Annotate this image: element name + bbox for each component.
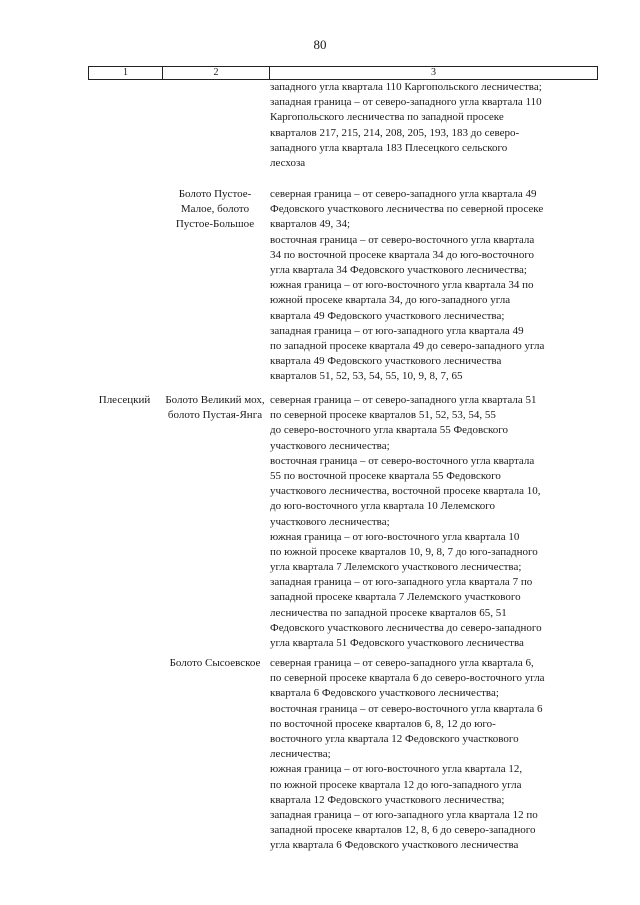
text-line: квартала 6 Федовского участкового лесничества; — [270, 687, 499, 700]
text-line: южная граница – от юго-восточного угла квартала 10 — [270, 530, 520, 543]
text-line: западная граница – от юго-западного угла квартала 49 — [270, 324, 524, 337]
name-cell: Болото Пустое-Малое, болото Пустое-Большое — [175, 188, 255, 231]
header-col-3: 3 — [269, 67, 597, 79]
text-line: восточного угла квартала 12 Федовского участкового — [270, 732, 519, 745]
text-line: угла квартала 7 Лелемского участкового лесничества; — [270, 561, 522, 574]
text-line: северная граница – от северо-западного угла квартала 6, — [270, 657, 534, 669]
district-cell: Плесецкий — [98, 394, 151, 406]
text-line: угла квартала 6 Федовского участкового лесничества — [270, 839, 519, 852]
text-line: западной просеке кварталов 12, 8, 6 до северо-западного — [270, 824, 536, 837]
boundary-text — [270, 187, 596, 384]
text-line: восточная граница – от северо-восточного угла квартала — [270, 233, 535, 246]
text-line: угла квартала 34 Федовского участкового лесничества; — [270, 263, 527, 276]
page-number: 80 — [313, 37, 327, 52]
text-line: по северной просеке кварталов 51, 52, 53, 54, 55 — [270, 409, 496, 422]
text-line: лесничества; — [270, 748, 331, 761]
text-line: до северо-восточного угла квартала 55 Федовского — [270, 424, 509, 437]
text-line: по южной просеке квартала 12 до юго-западного угла — [270, 778, 522, 791]
text-line: южной просеке квартала 34, до юго-западного угла — [270, 294, 511, 307]
text-line: западная граница – от юго-западного угла квартала 7 по — [270, 576, 533, 589]
text-line: лесничества по западной просеке кварталов 65, 51 — [270, 606, 507, 619]
text-line: западной просеке квартала 7 Лелемского участкового — [270, 591, 521, 604]
text-line: северная граница – от северо-западного угла квартала 51 — [270, 394, 537, 406]
text-line: кварталов 49, 34; — [270, 218, 351, 231]
boundary-text — [270, 393, 596, 651]
table-header — [88, 66, 598, 80]
text-line: кварталов 51, 52, 53, 54, 55, 10, 9, 8, 7, 65 — [270, 370, 463, 383]
text-line: квартала 49 Федовского участкового лесничества — [270, 355, 502, 368]
text-line: квартала 12 Федовского участкового лесничества; — [270, 793, 505, 806]
boundary-text — [270, 656, 596, 853]
header-col-2: 2 — [162, 67, 269, 79]
text-line: восточная граница – от северо-восточного угла квартала — [270, 454, 535, 467]
text-line: 34 по восточной просеке квартала 34 до юго-восточного — [270, 248, 535, 261]
text-line: 55 по восточной просеке квартала 55 Федовского — [270, 469, 501, 482]
text-line: по северной просеке квартала 6 до северо-восточного угла — [270, 672, 545, 685]
boundary-text — [270, 80, 596, 171]
text-line: западная граница – от юго-западного угла квартала 12 по — [270, 808, 538, 821]
text-line: западного угла квартала 183 Плесецкого сельского — [270, 141, 508, 154]
text-line: южная граница – от юго-восточного угла квартала 34 по — [270, 279, 534, 292]
text-line: северная граница – от северо-западного угла квартала 49 — [270, 188, 537, 200]
name-cell: Болото Сысоевское — [169, 657, 261, 669]
text-line: по западной просеке квартала 49 до северо-западного угла — [270, 339, 545, 352]
header-col-1: 1 — [123, 67, 128, 78]
text-line: угла квартала 51 Федовского участкового лесничества — [270, 637, 524, 649]
text-line: Федовского участкового лесничества по северной просеке — [270, 203, 544, 216]
text-line: южная граница – от юго-восточного угла квартала 12, — [270, 763, 523, 776]
text-line: участкового лесничества, восточной просеке квартала 10, — [270, 485, 541, 498]
text-line: Каргопольского лесничества по западной просеке — [270, 111, 504, 124]
text-line: по южной просеке кварталов 10, 9, 8, 7 до юго-западного — [270, 545, 538, 558]
name-cell: Болото Великий мох, болото Пустая-Янга — [165, 394, 265, 422]
text-line: участкового лесничества; — [270, 439, 390, 452]
text-line: участкового лесничества; — [270, 515, 390, 528]
text-line: кварталов 217, 215, 214, 208, 205, 193, 183 до северо- — [270, 126, 520, 139]
text-line: квартала 49 Федовского участкового лесничества; — [270, 309, 505, 322]
text-line: по восточной просеке кварталов 6, 8, 12 до юго- — [270, 717, 496, 730]
text-line: западная граница – от северо-западного угла квартала 110 — [270, 96, 542, 109]
text-line: восточная граница – от северо-восточного угла квартала 6 — [270, 702, 543, 715]
text-line: Федовского участкового лесничества до северо-западного — [270, 621, 542, 634]
text-line: лесхоза — [270, 156, 306, 169]
text-line: западного угла квартала 110 Каргопольского лесничества; — [270, 81, 542, 93]
text-line: до юго-восточного угла квартала 10 Лелемского — [270, 500, 496, 513]
